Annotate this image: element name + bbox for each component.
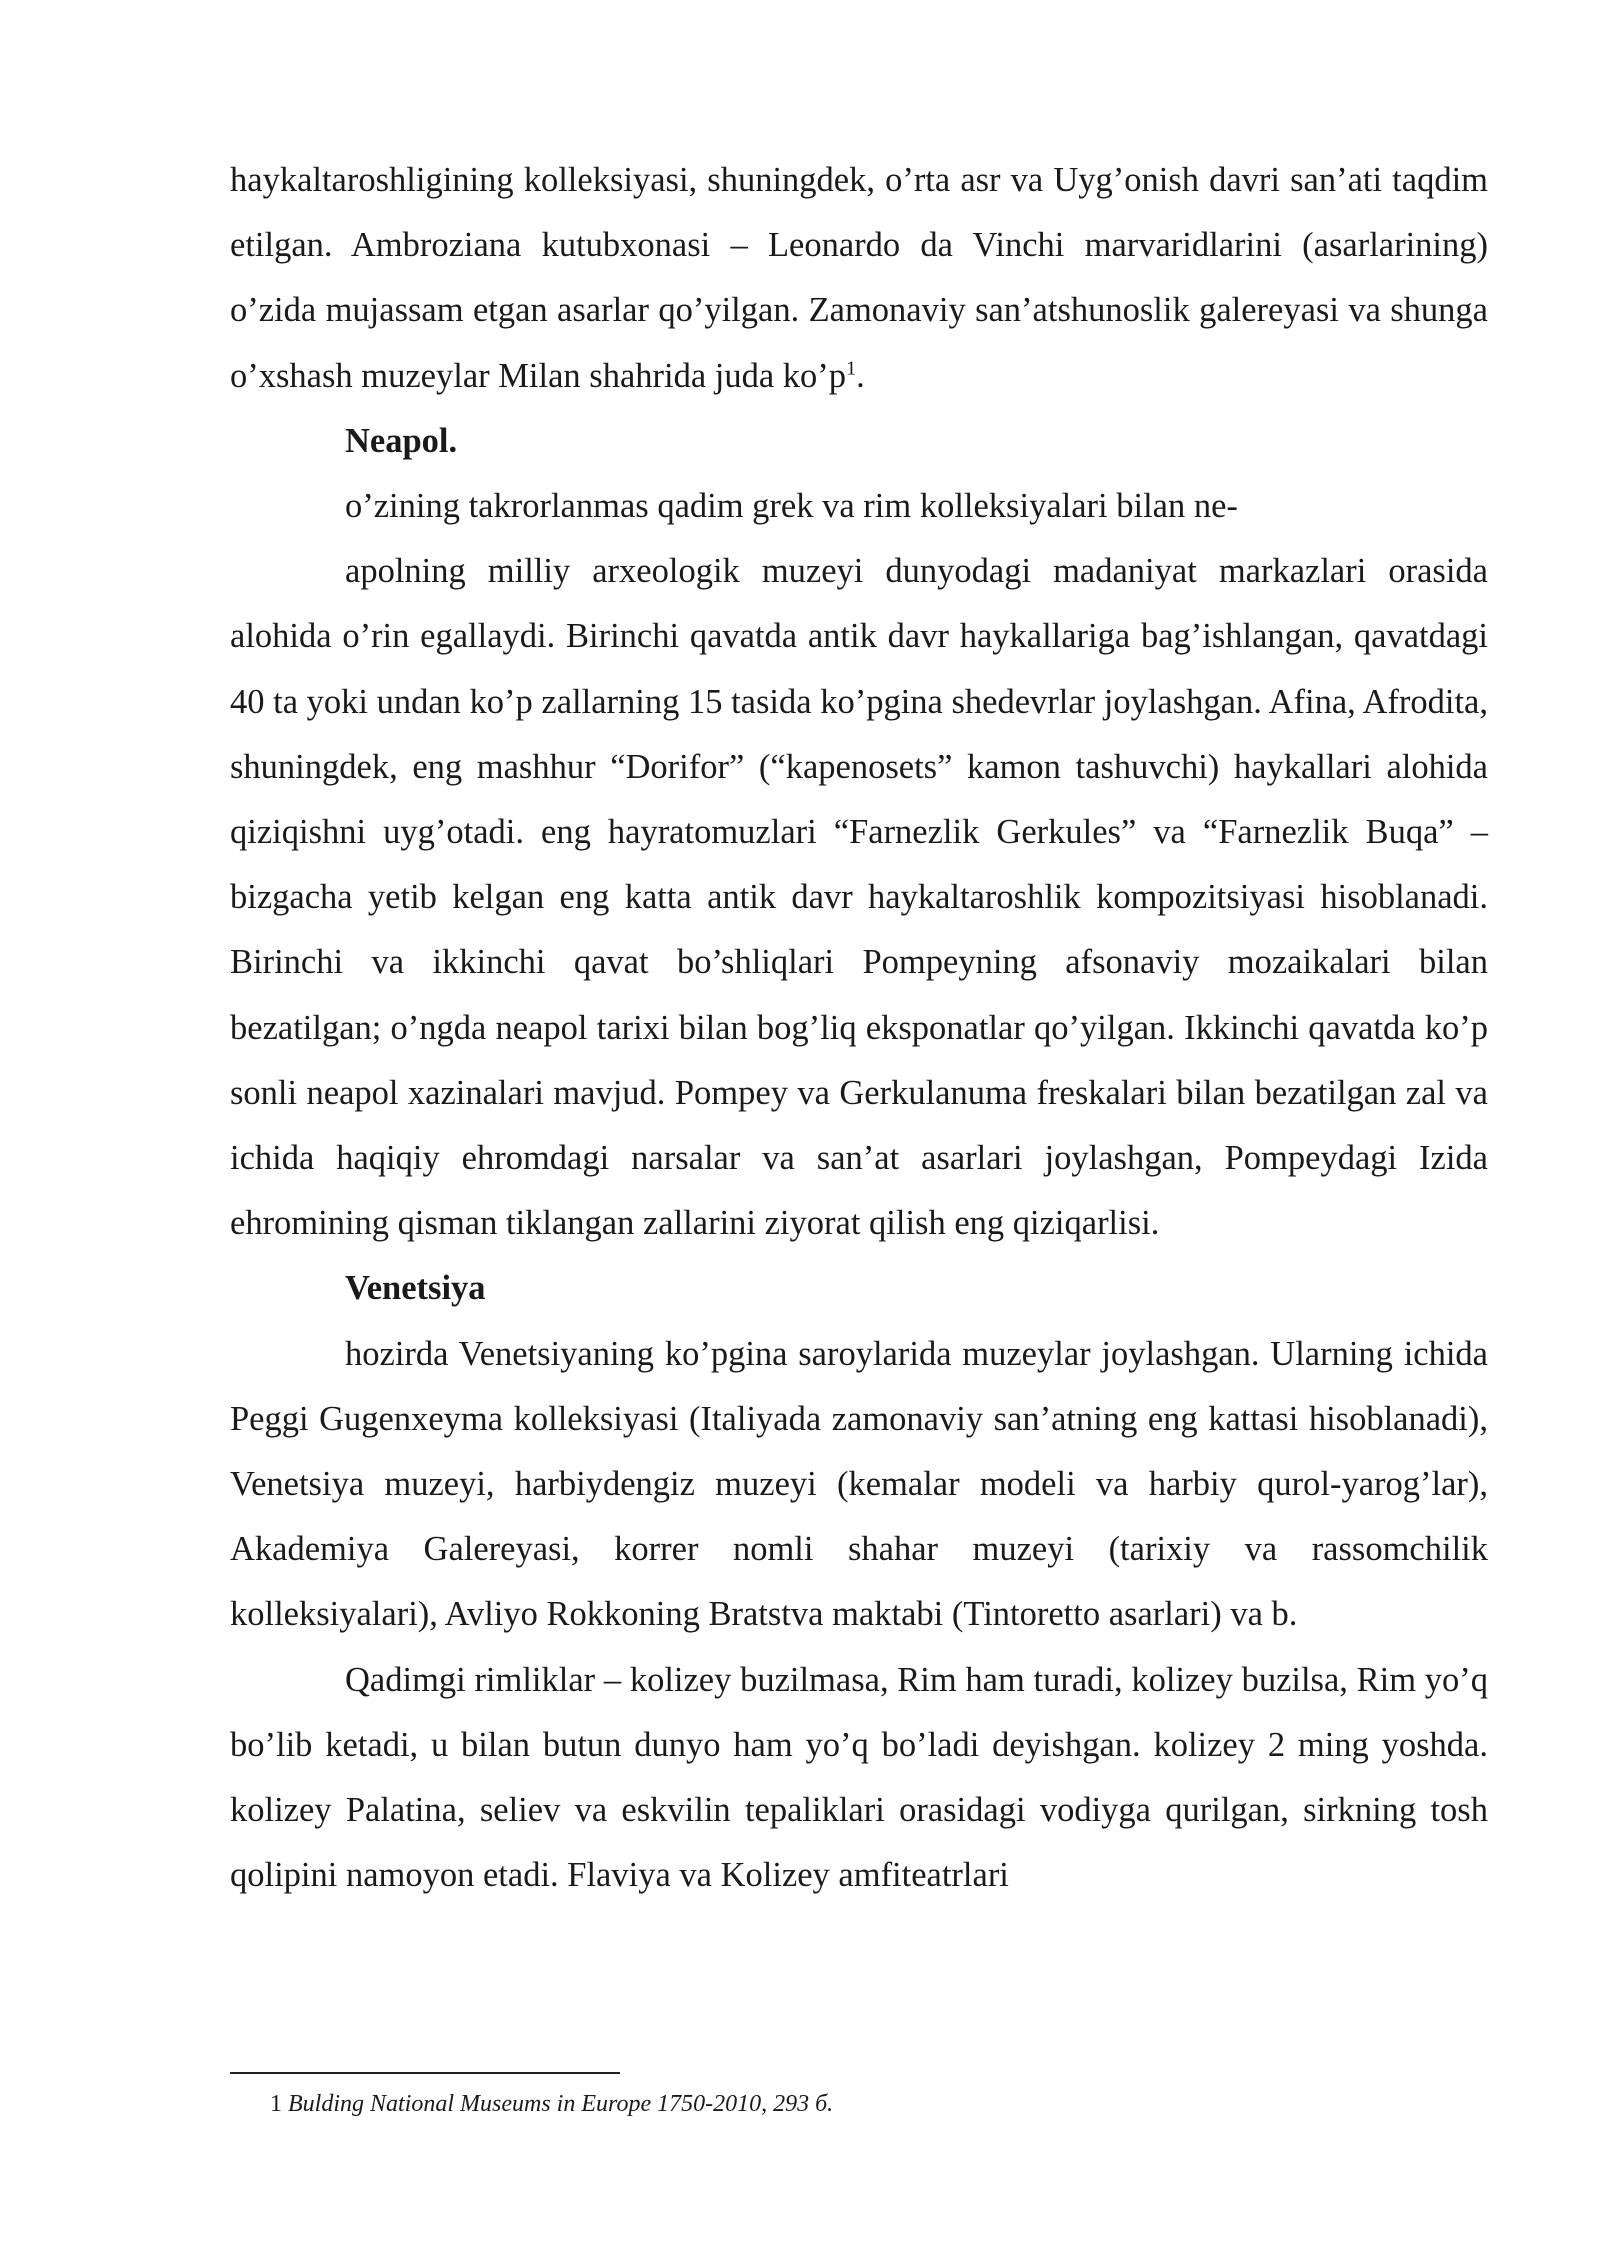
footnote: [270, 2088, 833, 2120]
paragraph-milan-end: [230, 148, 1488, 409]
heading-neapol: Neapol.: [345, 421, 458, 460]
footnote-source: Bulding National Museums in Europe 1750-2010, 293 б.: [288, 2091, 834, 2117]
footnote-number: 1: [270, 2091, 282, 2117]
heading-venetsiya: Venetsiya: [345, 1269, 486, 1308]
footnote-divider: [230, 2072, 620, 2074]
document-body: [230, 148, 1488, 1908]
footnote-reference[interactable]: 1: [846, 357, 857, 380]
paragraph-neapol-intro: o’zining takrorlanmas qadim grek va rim kolleksiyalari bilan ne-: [345, 487, 1238, 526]
paragraph-text: haykaltaroshligining kolleksiyasi, shuningdek, o’rta asr va Uyg’onish davri san’ati taqdim etilgan. Ambroziana kutubxonasi – Leonardo da Vinchi marvaridlarini (asarlarining) o’zida mujassam etgan asarlar qo’yilgan. Zamonaviy san’atshunoslik galereyasi va shunga o’xshash muzeylar Milan shahrida juda ko’p: [230, 161, 1488, 395]
paragraph-venetsiya: hozirda Venetsiyaning ko’pgina saroylarida muzeylar joylashgan. Ularning ichida Peggi Gugenxeyma kolleksiyasi (Italiyada zamonaviy san’atning eng kattasi hisoblanadi), Venetsiya muzeyi, harbiydengiz muzeyi (kemalar modeli va harbiy qurol-yarog’lar), Akademiya Galereyasi, korrer nomli shahar muzeyi (tarixiy va rassomchilik kolleksiyalari), Avliyo Rokkoning Bratstva maktabi (Tintoretto asarlari) va b.: [230, 1334, 1488, 1634]
paragraph-period: .: [856, 356, 865, 395]
paragraph-kolizey: Qadimgi rimliklar – kolizey buzilmasa, Rim ham turadi, kolizey buzilsa, Rim yo’q bo’lib ketadi, u bilan butun dunyo ham yo’q bo’ladi deyishgan. kolizey 2 ming yoshda. kolizey Palatina, seliev va eskvilin tepaliklari orasidagi vodiyga qurilgan, sirkning tosh qolipini namoyon etadi. Flaviya va Kolizey amfiteatrlari: [230, 1660, 1488, 1895]
paragraph-neapol-museum: apolning milliy arxeologik muzeyi dunyodagi madaniyat markazlari orasida alohida o’rin egallaydi. Birinchi qavatda antik davr haykallariga bag’ishlangan, qavatdagi 40 ta yoki undan ko’p zallarning 15 tasida ko’pgina shedevrlar joylashgan. Afina, Afrodita, shuningdek, eng mashhur “Dorifor” (“kapenosets” kamon tashuvchi) haykallari alohida qiziqishni uyg’otadi. eng hayratomuzlari “Farnezlik Gerkules” va “Farnezlik Buqa” – bizgacha yetib kelgan eng katta antik davr haykaltaroshlik kompozitsiyasi hisoblanadi. Birinchi va ikkinchi qavat bo’shliqlari Pompeyning afsonaviy mozaikalari bilan bezatilgan; o’ngda neapol tarixi bilan bog’liq eksponatlar qo’yilgan. Ikkinchi qavatda ko’p sonli neapol xazinalari mavjud. Pompey va Gerkulanuma freskalari bilan bezatilgan zal va ichida haqiqiy ehromdagi narsalar va san’at asarlari joylashgan, Pompeydagi Izida ehromining qisman tiklangan zallarini ziyorat qilish eng qiziqarlisi.: [230, 552, 1488, 1243]
